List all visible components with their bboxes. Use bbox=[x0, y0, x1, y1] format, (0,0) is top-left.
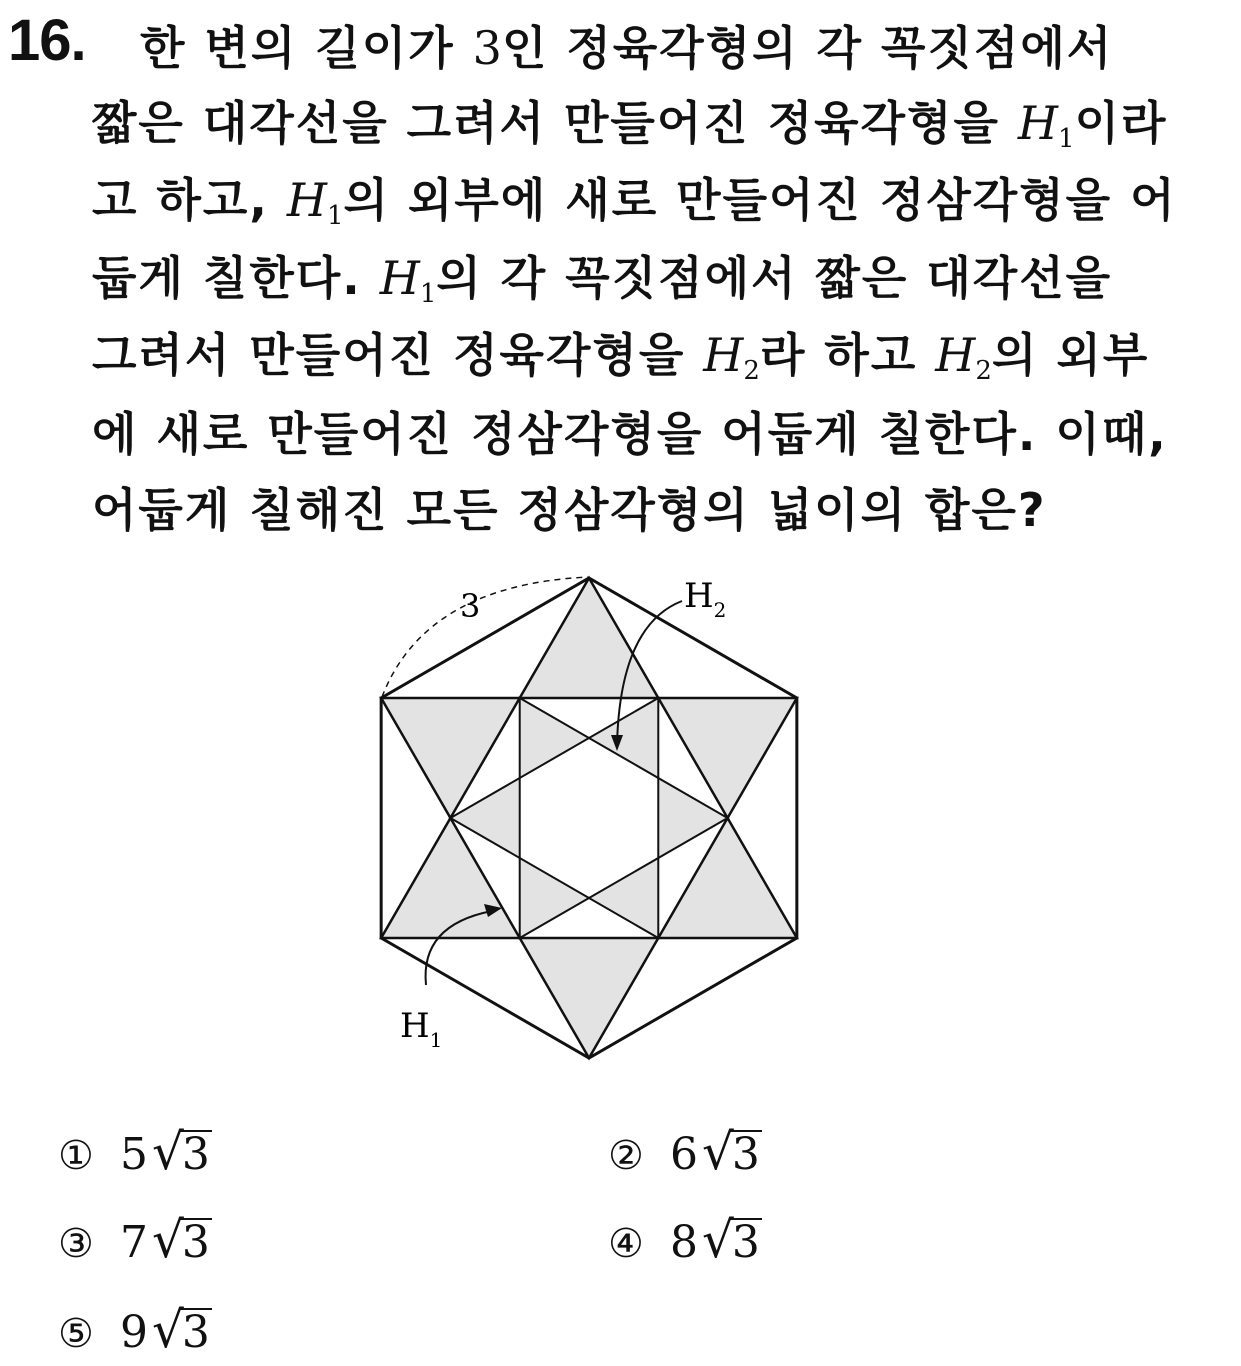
h2-label: $H_2$ bbox=[684, 576, 727, 622]
h1-symbol: $H_1$ bbox=[1017, 96, 1075, 154]
sqrt-symbol: √3 bbox=[702, 1211, 760, 1269]
sqrt-symbol: √3 bbox=[152, 1301, 210, 1359]
side-length-label: 3 bbox=[460, 587, 481, 625]
choice-1[interactable]: ① 5√3 bbox=[58, 1124, 212, 1184]
sqrt-symbol: √3 bbox=[152, 1123, 210, 1181]
h1-symbol: $H_1$ bbox=[286, 173, 344, 231]
question-line-1: 한 변의 길이가 3인 정육각형의 각 꼭짓점에서 bbox=[140, 21, 1114, 75]
hexagon-figure bbox=[370, 565, 820, 1065]
shaded-triangle bbox=[520, 578, 659, 698]
shaded-triangles bbox=[381, 578, 797, 1058]
question-line-2: 짧은 대각선을 그려서 만들어진 정육각형을 $H_1$이라 bbox=[92, 96, 1168, 154]
choice-mark: ③ bbox=[58, 1221, 94, 1267]
shaded-triangle bbox=[520, 858, 589, 938]
choice-mark: ⑤ bbox=[58, 1311, 94, 1357]
question-line-3: 고 하고, $H_1$의 외부에 새로 만들어진 정삼각형을 어 bbox=[92, 173, 1177, 231]
question-line-5: 그려서 만들어진 정육각형을 $H_2$라 하고 $H_2$의 외부 bbox=[92, 328, 1150, 386]
question-line-7: 어둡게 칠해진 모든 정삼각형의 넓이의 합은? bbox=[92, 483, 1047, 537]
question-line-4: 둡게 칠한다. $H_1$의 각 꼭짓점에서 짧은 대각선을 bbox=[92, 251, 1113, 309]
choice-mark: ④ bbox=[608, 1221, 644, 1267]
shaded-triangle bbox=[520, 698, 589, 778]
h1-symbol: $H_1$ bbox=[379, 251, 437, 309]
choice-mark: ① bbox=[58, 1133, 94, 1179]
h1-label: $H_1$ bbox=[400, 1006, 443, 1052]
h2-symbol: $H_2$ bbox=[703, 328, 760, 386]
choice-2[interactable]: ② 6√3 bbox=[608, 1124, 762, 1184]
sqrt-symbol: √3 bbox=[702, 1123, 760, 1181]
choice-3[interactable]: ③ 7√3 bbox=[58, 1212, 212, 1272]
question-line-6: 에 새로 만들어진 정삼각형을 어둡게 칠한다. 이때, bbox=[92, 407, 1168, 461]
choice-4[interactable]: ④ 8√3 bbox=[608, 1212, 762, 1272]
sqrt-symbol: √3 bbox=[152, 1211, 210, 1269]
shaded-triangle bbox=[589, 698, 658, 778]
shaded-triangle bbox=[589, 858, 658, 938]
choice-5[interactable]: ⑤ 9√3 bbox=[58, 1302, 212, 1362]
shaded-triangle bbox=[520, 938, 659, 1058]
choice-mark: ② bbox=[608, 1133, 644, 1179]
question-number: 16. bbox=[8, 8, 86, 73]
h2-symbol: $H_2$ bbox=[935, 328, 992, 386]
